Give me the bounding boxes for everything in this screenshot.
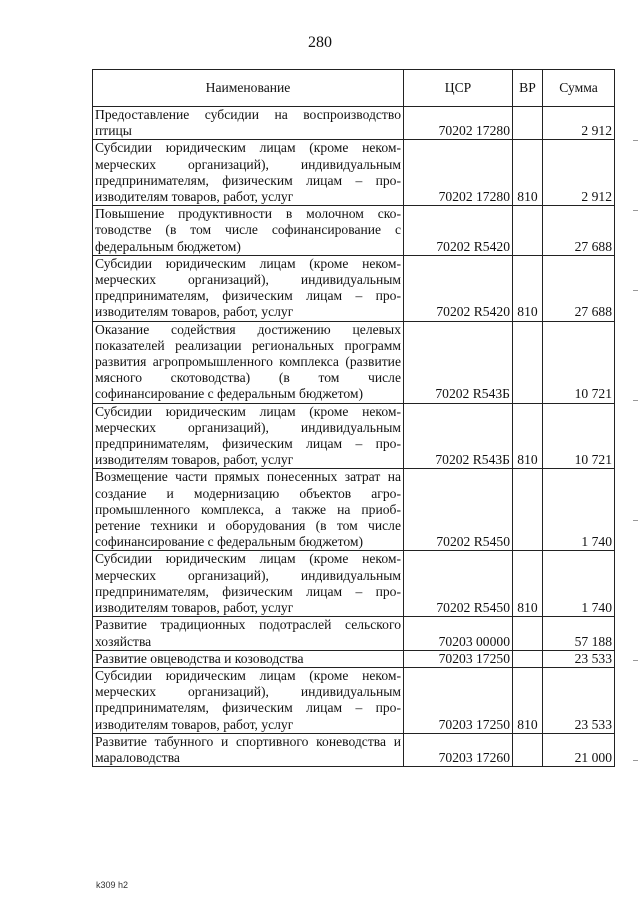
row-csr: 70202 R5450 (404, 469, 513, 551)
row-sum: 10 721 (543, 321, 615, 403)
row-name: Повышение продуктивности в молочном скотоводстве (в том числе софинансирование с федеральным бюджетом) (93, 206, 404, 256)
row-vr: 810 (513, 667, 543, 733)
row-csr: 70202 R5420 (404, 206, 513, 256)
table-row (93, 617, 615, 650)
row-sum: 2 912 (543, 140, 615, 206)
row-sum: 2 912 (543, 107, 615, 140)
row-csr: 70202 R543Б (404, 321, 513, 403)
row-vr (513, 469, 543, 551)
row-csr: 70203 00000 (404, 617, 513, 650)
row-name: Субсидии юридическим лицам (кроме некоммерческих организаций), индивидуальным предпринимателям, физическим лицам – производителям товаров, работ, услуг (93, 667, 404, 733)
row-csr: 70202 17280 (404, 140, 513, 206)
row-vr: 810 (513, 403, 543, 469)
row-vr (513, 107, 543, 140)
header-vr: ВР (513, 70, 543, 107)
row-name: Субсидии юридическим лицам (кроме некоммерческих организаций), индивидуальным предпринимателям, физическим лицам – производителям товаров, работ, услуг (93, 403, 404, 469)
row-csr: 70202 17280 (404, 107, 513, 140)
row-name: Предоставление субсидии на воспроизводство птицы (93, 107, 404, 140)
row-vr (513, 206, 543, 256)
table-header-row (93, 70, 615, 107)
row-sum: 23 533 (543, 667, 615, 733)
row-name: Развитие табунного и спортивного коневодства и мараловодства (93, 733, 404, 766)
table-row (93, 403, 615, 469)
row-sum: 1 740 (543, 469, 615, 551)
table-row (93, 667, 615, 733)
row-sum: 57 188 (543, 617, 615, 650)
row-csr: 70203 17250 (404, 650, 513, 667)
row-sum: 1 740 (543, 551, 615, 617)
row-csr: 70202 R5450 (404, 551, 513, 617)
row-vr: 810 (513, 140, 543, 206)
row-vr (513, 617, 543, 650)
header-sum: Сумма (543, 70, 615, 107)
table-row (93, 107, 615, 140)
row-name: Возмещение части прямых понесенных затрат на создание и модернизацию объектов агропромышленного комплекса, а также на приобретение техники и оборудования (в том числе софинансирование с федеральным бюджетом) (93, 469, 404, 551)
scan-margin-marks (630, 100, 638, 800)
row-csr: 70202 R543Б (404, 403, 513, 469)
row-vr: 810 (513, 551, 543, 617)
row-vr: 810 (513, 255, 543, 321)
table-row (93, 255, 615, 321)
row-sum: 27 688 (543, 255, 615, 321)
table-row (93, 321, 615, 403)
page-number: 280 (308, 34, 332, 51)
row-sum: 21 000 (543, 733, 615, 766)
table-row (93, 650, 615, 667)
header-csr: ЦСР (404, 70, 513, 107)
row-name: Субсидии юридическим лицам (кроме некоммерческих организаций), индивидуальным предпринимателям, физическим лицам – производителям товаров, работ, услуг (93, 140, 404, 206)
row-csr: 70202 R5420 (404, 255, 513, 321)
row-name: Оказание содействия достижению целевых показателей реализации региональных программ развития агропромышленного комплекса (развитие мясного скотоводства) (в том числе софинансирование с федеральным бюджетом) (93, 321, 404, 403)
row-sum: 27 688 (543, 206, 615, 256)
row-vr (513, 650, 543, 667)
row-vr (513, 321, 543, 403)
row-vr (513, 733, 543, 766)
header-name: Наименование (93, 70, 404, 107)
row-csr: 70203 17250 (404, 667, 513, 733)
row-name: Субсидии юридическим лицам (кроме некоммерческих организаций), индивидуальным предпринимателям, физическим лицам – производителям товаров, работ, услуг (93, 551, 404, 617)
row-name: Субсидии юридическим лицам (кроме некоммерческих организаций), индивидуальным предпринимателям, физическим лицам – производителям товаров, работ, услуг (93, 255, 404, 321)
row-csr: 70203 17260 (404, 733, 513, 766)
table-row (93, 733, 615, 766)
row-name: Развитие традиционных подотраслей сельского хозяйства (93, 617, 404, 650)
budget-table (92, 69, 615, 767)
row-name: Развитие овцеводства и козоводства (93, 650, 404, 667)
row-sum: 10 721 (543, 403, 615, 469)
table-row (93, 469, 615, 551)
footer-code: k309 h2 (96, 880, 129, 890)
row-sum: 23 533 (543, 650, 615, 667)
table-row (93, 551, 615, 617)
table-row (93, 206, 615, 256)
table-row (93, 140, 615, 206)
